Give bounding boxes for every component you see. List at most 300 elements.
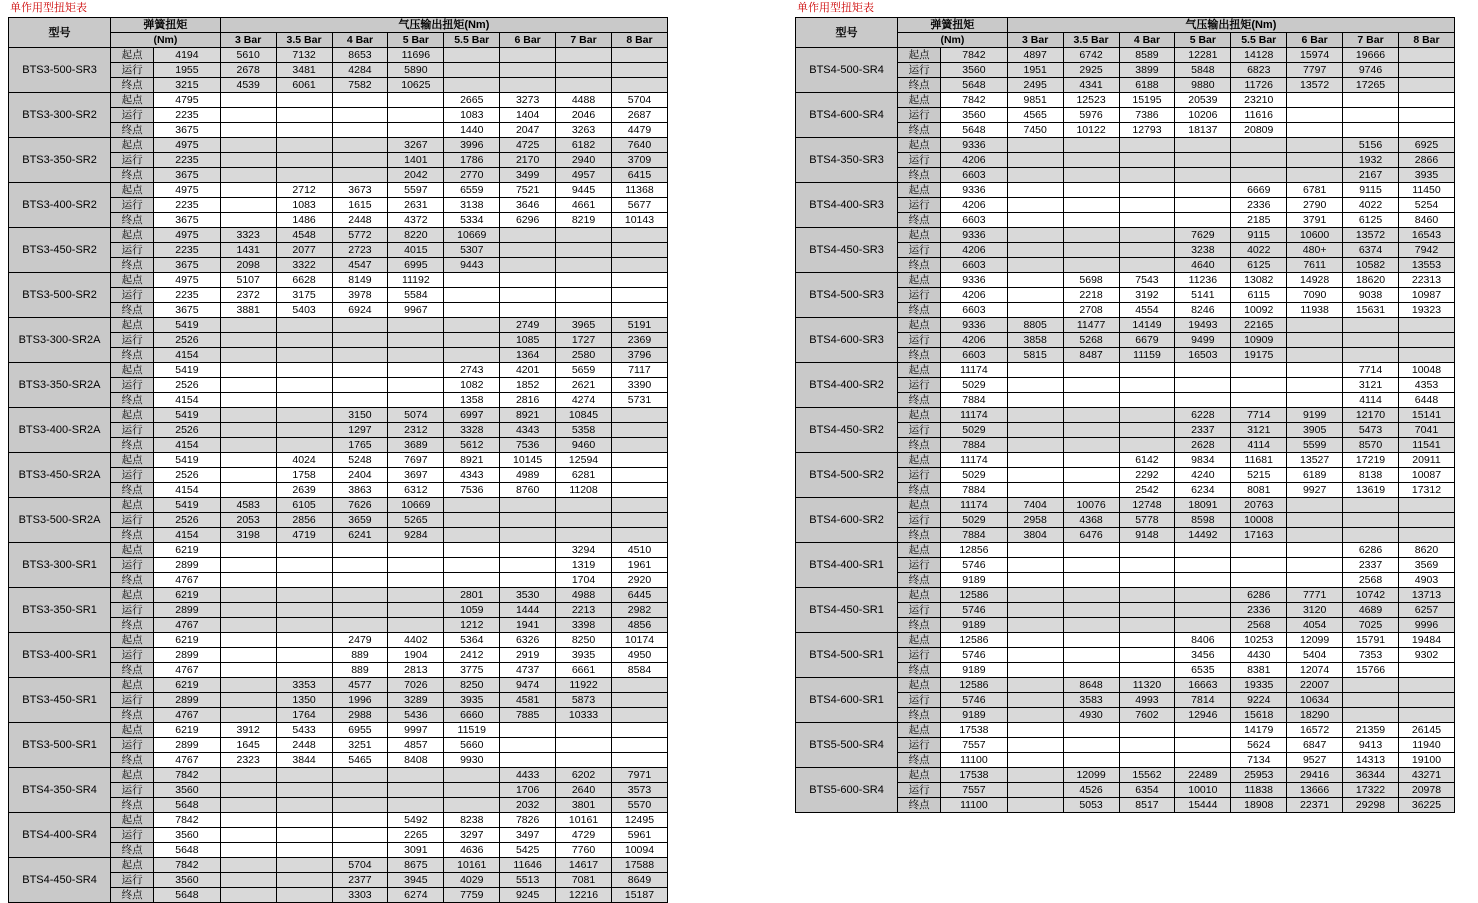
- model-cell: BTS4-400-SR4: [9, 813, 111, 858]
- header-bar-8: 8 Bar: [1398, 33, 1454, 48]
- row-label-cell: 起点: [111, 768, 154, 783]
- torque-cell: [388, 618, 444, 633]
- row-label-cell: 终点: [111, 438, 154, 453]
- spring-torque-cell: 3560: [941, 108, 1008, 123]
- torque-cell: [1007, 798, 1063, 813]
- torque-cell: 3499: [500, 168, 556, 183]
- torque-cell: [1175, 573, 1231, 588]
- torque-cell: [332, 813, 388, 828]
- torque-cell: [1398, 498, 1454, 513]
- torque-cell: 25953: [1231, 768, 1287, 783]
- torque-cell: 8921: [500, 408, 556, 423]
- row-label-cell: 运行: [898, 63, 941, 78]
- torque-cell: 2542: [1119, 483, 1175, 498]
- torque-cell: [1175, 753, 1231, 768]
- torque-cell: 4372: [388, 213, 444, 228]
- torque-cell: [1343, 123, 1399, 138]
- torque-cell: 2866: [1398, 153, 1454, 168]
- torque-cell: [388, 363, 444, 378]
- torque-cell: 480+: [1287, 243, 1343, 258]
- torque-cell: 4565: [1007, 108, 1063, 123]
- torque-cell: [1007, 213, 1063, 228]
- model-cell: BTS3-450-SR2A: [9, 453, 111, 498]
- torque-cell: 22007: [1287, 678, 1343, 693]
- torque-cell: 1706: [500, 783, 556, 798]
- spring-torque-cell: 6603: [941, 348, 1008, 363]
- torque-cell: 19323: [1398, 303, 1454, 318]
- torque-cell: [220, 588, 276, 603]
- torque-cell: [276, 168, 332, 183]
- torque-cell: 7521: [500, 183, 556, 198]
- torque-cell: 10161: [444, 858, 500, 873]
- torque-cell: 9413: [1343, 738, 1399, 753]
- torque-cell: [1007, 273, 1063, 288]
- torque-cell: [1063, 483, 1119, 498]
- torque-cell: [1398, 48, 1454, 63]
- row-label-cell: 运行: [111, 693, 154, 708]
- torque-cell: 17163: [1231, 528, 1287, 543]
- row-label-cell: 运行: [111, 108, 154, 123]
- torque-cell: [276, 618, 332, 633]
- torque-cell: [611, 48, 667, 63]
- torque-cell: 5890: [388, 63, 444, 78]
- torque-cell: 12748: [1119, 498, 1175, 513]
- torque-cell: 5513: [500, 873, 556, 888]
- torque-cell: [1175, 153, 1231, 168]
- torque-cell: 6115: [1231, 288, 1287, 303]
- torque-cell: 8246: [1175, 303, 1231, 318]
- torque-cell: [1007, 363, 1063, 378]
- torque-cell: 2077: [276, 243, 332, 258]
- torque-cell: 10987: [1398, 288, 1454, 303]
- torque-cell: [1287, 513, 1343, 528]
- row-label-cell: 运行: [111, 648, 154, 663]
- table-body-left: [9, 48, 668, 903]
- torque-cell: [332, 603, 388, 618]
- torque-cell: [1231, 153, 1287, 168]
- row-label-cell: 运行: [111, 333, 154, 348]
- row-label-cell: 终点: [898, 303, 941, 318]
- spring-torque-cell: 1955: [154, 63, 221, 78]
- model-cell: BTS5-500-SR4: [796, 723, 898, 768]
- torque-cell: [220, 813, 276, 828]
- torque-cell: 11696: [388, 48, 444, 63]
- row-label-cell: 运行: [898, 198, 941, 213]
- torque-cell: 13572: [1287, 78, 1343, 93]
- torque-cell: 5265: [388, 513, 444, 528]
- torque-cell: 6628: [276, 273, 332, 288]
- header-air: 气压输出扭矩(Nm): [1007, 18, 1454, 33]
- torque-cell: [611, 678, 667, 693]
- table-head-left: [9, 18, 668, 48]
- torque-cell: [1007, 723, 1063, 738]
- torque-cell: [611, 228, 667, 243]
- torque-cell: [1007, 168, 1063, 183]
- header-bar-5: 5 Bar: [1175, 33, 1231, 48]
- row-label-cell: 运行: [898, 108, 941, 123]
- torque-cell: 4015: [388, 243, 444, 258]
- torque-cell: [220, 333, 276, 348]
- torque-cell: 4989: [500, 468, 556, 483]
- torque-cell: 6669: [1231, 183, 1287, 198]
- torque-cell: [388, 798, 444, 813]
- torque-cell: 9302: [1398, 648, 1454, 663]
- row-label-cell: 终点: [111, 573, 154, 588]
- torque-cell: [1119, 153, 1175, 168]
- torque-cell: 8675: [388, 858, 444, 873]
- torque-cell: [1119, 198, 1175, 213]
- torque-cell: 7543: [1119, 273, 1175, 288]
- torque-cell: 2813: [388, 663, 444, 678]
- torque-cell: 6234: [1175, 483, 1231, 498]
- spring-torque-cell: 2526: [154, 423, 221, 438]
- torque-cell: 15562: [1119, 768, 1175, 783]
- table-row: [9, 273, 668, 288]
- torque-cell: [388, 93, 444, 108]
- torque-cell: [444, 288, 500, 303]
- torque-cell: 3294: [556, 543, 612, 558]
- torque-cell: 10010: [1175, 783, 1231, 798]
- torque-cell: 3121: [1231, 423, 1287, 438]
- torque-cell: [500, 738, 556, 753]
- torque-cell: [1175, 588, 1231, 603]
- torque-cell: [611, 303, 667, 318]
- torque-cell: 6189: [1287, 468, 1343, 483]
- torque-cell: 7404: [1007, 498, 1063, 513]
- torque-cell: 14149: [1119, 318, 1175, 333]
- torque-cell: 15974: [1287, 48, 1343, 63]
- torque-cell: 10008: [1231, 513, 1287, 528]
- header-spring-unit: (Nm): [111, 33, 221, 48]
- spring-torque-cell: 2235: [154, 243, 221, 258]
- torque-cell: 1996: [332, 693, 388, 708]
- torque-cell: 4857: [388, 738, 444, 753]
- model-cell: BTS3-400-SR1: [9, 633, 111, 678]
- torque-cell: [220, 573, 276, 588]
- model-cell: BTS4-600-SR3: [796, 318, 898, 363]
- torque-cell: [1119, 213, 1175, 228]
- torque-cell: 10122: [1063, 123, 1119, 138]
- torque-cell: 3996: [444, 138, 500, 153]
- torque-cell: 9996: [1398, 618, 1454, 633]
- row-label-cell: 终点: [111, 888, 154, 903]
- torque-cell: 23210: [1231, 93, 1287, 108]
- row-label-cell: 运行: [111, 828, 154, 843]
- table-caption-left: 单作用型扭矩表: [10, 2, 87, 14]
- torque-cell: [220, 708, 276, 723]
- torque-cell: 22371: [1287, 798, 1343, 813]
- torque-cell: 2047: [500, 123, 556, 138]
- torque-cell: [276, 573, 332, 588]
- row-label-cell: 终点: [898, 258, 941, 273]
- torque-cell: 4689: [1343, 603, 1399, 618]
- torque-cell: 5597: [388, 183, 444, 198]
- table-row: [9, 93, 668, 108]
- torque-cell: 8805: [1007, 318, 1063, 333]
- torque-cell: 1083: [444, 108, 500, 123]
- spring-torque-cell: 3215: [154, 78, 221, 93]
- row-label-cell: 运行: [898, 288, 941, 303]
- row-label-cell: 终点: [898, 483, 941, 498]
- torque-cell: 1212: [444, 618, 500, 633]
- row-label-cell: 起点: [111, 498, 154, 513]
- torque-cell: [1063, 228, 1119, 243]
- torque-cell: 7760: [556, 843, 612, 858]
- torque-cell: [444, 528, 500, 543]
- torque-cell: 1440: [444, 123, 500, 138]
- torque-cell: [556, 243, 612, 258]
- row-label-cell: 运行: [898, 738, 941, 753]
- torque-cell: 20539: [1175, 93, 1231, 108]
- model-cell: BTS3-300-SR2: [9, 93, 111, 138]
- torque-cell: [444, 498, 500, 513]
- torque-cell: [556, 753, 612, 768]
- torque-cell: 12523: [1063, 93, 1119, 108]
- torque-cell: [276, 828, 332, 843]
- torque-cell: 3804: [1007, 528, 1063, 543]
- spring-torque-cell: 9189: [941, 573, 1008, 588]
- torque-cell: 10161: [556, 813, 612, 828]
- row-label-cell: 终点: [898, 708, 941, 723]
- spring-torque-cell: 5746: [941, 603, 1008, 618]
- table-row: [796, 678, 1455, 693]
- torque-cell: [276, 438, 332, 453]
- torque-cell: 7132: [276, 48, 332, 63]
- table-row: [796, 273, 1455, 288]
- torque-cell: 2479: [332, 633, 388, 648]
- torque-cell: 2816: [500, 393, 556, 408]
- row-label-cell: 运行: [898, 603, 941, 618]
- row-label-cell: 起点: [898, 633, 941, 648]
- torque-cell: 7629: [1175, 228, 1231, 243]
- torque-cell: [1231, 393, 1287, 408]
- torque-cell: 3263: [556, 123, 612, 138]
- header-row-top: [796, 18, 1455, 33]
- torque-cell: 1727: [556, 333, 612, 348]
- torque-cell: 6559: [444, 183, 500, 198]
- torque-cell: [444, 798, 500, 813]
- spring-torque-cell: 11174: [941, 453, 1008, 468]
- spring-torque-cell: 7557: [941, 783, 1008, 798]
- torque-cell: [1398, 663, 1454, 678]
- torque-cell: 22489: [1175, 768, 1231, 783]
- torque-cell: 9443: [444, 258, 500, 273]
- torque-cell: [220, 543, 276, 558]
- torque-table-right: [795, 17, 1455, 813]
- torque-cell: 3858: [1007, 333, 1063, 348]
- torque-cell: 4636: [444, 843, 500, 858]
- torque-cell: 6679: [1119, 333, 1175, 348]
- torque-cell: 6997: [444, 408, 500, 423]
- torque-cell: [1007, 153, 1063, 168]
- torque-cell: 5677: [611, 198, 667, 213]
- torque-cell: 4479: [611, 123, 667, 138]
- torque-cell: 8460: [1398, 213, 1454, 228]
- spring-torque-cell: 7842: [154, 768, 221, 783]
- torque-cell: 2621: [556, 378, 612, 393]
- row-label-cell: 起点: [898, 498, 941, 513]
- torque-cell: 8406: [1175, 633, 1231, 648]
- row-label-cell: 起点: [111, 813, 154, 828]
- torque-cell: [276, 138, 332, 153]
- torque-cell: [1287, 153, 1343, 168]
- spring-torque-cell: 6219: [154, 678, 221, 693]
- row-label-cell: 起点: [111, 678, 154, 693]
- spring-torque-cell: 5746: [941, 648, 1008, 663]
- torque-cell: 10087: [1398, 468, 1454, 483]
- torque-cell: 1951: [1007, 63, 1063, 78]
- torque-cell: 11519: [444, 723, 500, 738]
- torque-cell: 6445: [611, 588, 667, 603]
- model-cell: BTS4-600-SR4: [796, 93, 898, 138]
- torque-cell: 2856: [276, 513, 332, 528]
- torque-cell: 4737: [500, 663, 556, 678]
- torque-cell: [276, 363, 332, 378]
- torque-cell: 4548: [276, 228, 332, 243]
- spring-torque-cell: 4767: [154, 618, 221, 633]
- torque-cell: [220, 378, 276, 393]
- torque-cell: 2098: [220, 258, 276, 273]
- torque-cell: [1119, 738, 1175, 753]
- spring-torque-cell: 4154: [154, 528, 221, 543]
- torque-cell: 4583: [220, 498, 276, 513]
- torque-cell: [388, 123, 444, 138]
- torque-cell: 3863: [332, 483, 388, 498]
- torque-cell: [556, 258, 612, 273]
- torque-cell: 19484: [1398, 633, 1454, 648]
- torque-cell: 6296: [500, 213, 556, 228]
- torque-cell: [220, 348, 276, 363]
- torque-cell: 6924: [332, 303, 388, 318]
- torque-cell: 9115: [1343, 183, 1399, 198]
- torque-cell: 2032: [500, 798, 556, 813]
- torque-cell: 20911: [1398, 453, 1454, 468]
- row-label-cell: 起点: [111, 453, 154, 468]
- row-label-cell: 终点: [898, 348, 941, 363]
- torque-cell: 10742: [1343, 588, 1399, 603]
- torque-cell: 8921: [444, 453, 500, 468]
- torque-cell: [220, 108, 276, 123]
- torque-cell: [1063, 153, 1119, 168]
- torque-cell: 43271: [1398, 768, 1454, 783]
- torque-cell: [444, 783, 500, 798]
- model-cell: BTS4-400-SR3: [796, 183, 898, 228]
- spring-torque-cell: 11174: [941, 363, 1008, 378]
- row-label-cell: 终点: [111, 78, 154, 93]
- torque-cell: 5610: [220, 48, 276, 63]
- model-cell: BTS3-500-SR1: [9, 723, 111, 768]
- torque-cell: 1364: [500, 348, 556, 363]
- torque-cell: [276, 648, 332, 663]
- torque-cell: [1343, 528, 1399, 543]
- torque-cell: 14313: [1343, 753, 1399, 768]
- torque-cell: 7826: [500, 813, 556, 828]
- torque-cell: 7536: [500, 438, 556, 453]
- row-label-cell: 运行: [111, 378, 154, 393]
- table-row: [796, 408, 1455, 423]
- torque-cell: [1119, 363, 1175, 378]
- header-bar-3: 3 Bar: [220, 33, 276, 48]
- torque-cell: [276, 333, 332, 348]
- torque-cell: [220, 423, 276, 438]
- table-row: [9, 678, 668, 693]
- row-label-cell: 起点: [898, 768, 941, 783]
- torque-cell: 29416: [1287, 768, 1343, 783]
- torque-cell: 2628: [1175, 438, 1231, 453]
- torque-cell: [1119, 243, 1175, 258]
- model-cell: BTS4-400-SR2: [796, 363, 898, 408]
- torque-cell: 21359: [1343, 723, 1399, 738]
- torque-cell: [1007, 138, 1063, 153]
- torque-cell: 7797: [1287, 63, 1343, 78]
- torque-cell: [1063, 753, 1119, 768]
- spring-torque-cell: 7842: [154, 858, 221, 873]
- spring-torque-cell: 4767: [154, 663, 221, 678]
- torque-cell: 5215: [1231, 468, 1287, 483]
- torque-cell: 3709: [611, 153, 667, 168]
- torque-cell: 1786: [444, 153, 500, 168]
- row-label-cell: 终点: [898, 168, 941, 183]
- torque-cell: 13713: [1398, 588, 1454, 603]
- torque-cell: 2412: [444, 648, 500, 663]
- spring-torque-cell: 3560: [154, 783, 221, 798]
- torque-cell: [1119, 378, 1175, 393]
- torque-cell: 6241: [332, 528, 388, 543]
- header-bar-5: 5 Bar: [388, 33, 444, 48]
- torque-cell: [220, 393, 276, 408]
- torque-cell: [1007, 693, 1063, 708]
- spring-torque-cell: 5029: [941, 513, 1008, 528]
- torque-cell: 7771: [1287, 588, 1343, 603]
- torque-cell: [220, 123, 276, 138]
- spring-torque-cell: 4795: [154, 93, 221, 108]
- torque-cell: 6125: [1343, 213, 1399, 228]
- torque-cell: [1175, 363, 1231, 378]
- spring-torque-cell: 12586: [941, 633, 1008, 648]
- spring-torque-cell: 7884: [941, 483, 1008, 498]
- table-row: [796, 318, 1455, 333]
- model-cell: BTS3-450-SR2: [9, 228, 111, 273]
- torque-cell: 4402: [388, 633, 444, 648]
- torque-cell: 2053: [220, 513, 276, 528]
- torque-cell: [1119, 423, 1175, 438]
- torque-cell: 26145: [1398, 723, 1454, 738]
- torque-cell: 19100: [1398, 753, 1454, 768]
- spring-torque-cell: 11174: [941, 408, 1008, 423]
- torque-cell: [220, 888, 276, 903]
- torque-cell: [1231, 558, 1287, 573]
- torque-cell: 2568: [1231, 618, 1287, 633]
- row-label-cell: 终点: [898, 573, 941, 588]
- torque-cell: [611, 738, 667, 753]
- torque-cell: 11477: [1063, 318, 1119, 333]
- torque-cell: 20978: [1398, 783, 1454, 798]
- torque-cell: 5660: [444, 738, 500, 753]
- torque-cell: 3398: [556, 618, 612, 633]
- torque-cell: [611, 753, 667, 768]
- torque-cell: [1063, 258, 1119, 273]
- torque-cell: [276, 393, 332, 408]
- torque-cell: 6415: [611, 168, 667, 183]
- torque-cell: [220, 153, 276, 168]
- row-label-cell: 终点: [111, 123, 154, 138]
- spring-torque-cell: 6219: [154, 633, 221, 648]
- torque-cell: 9474: [500, 678, 556, 693]
- spring-torque-cell: 2526: [154, 468, 221, 483]
- spring-torque-cell: 5648: [154, 798, 221, 813]
- torque-cell: 1059: [444, 603, 500, 618]
- torque-cell: 8408: [388, 753, 444, 768]
